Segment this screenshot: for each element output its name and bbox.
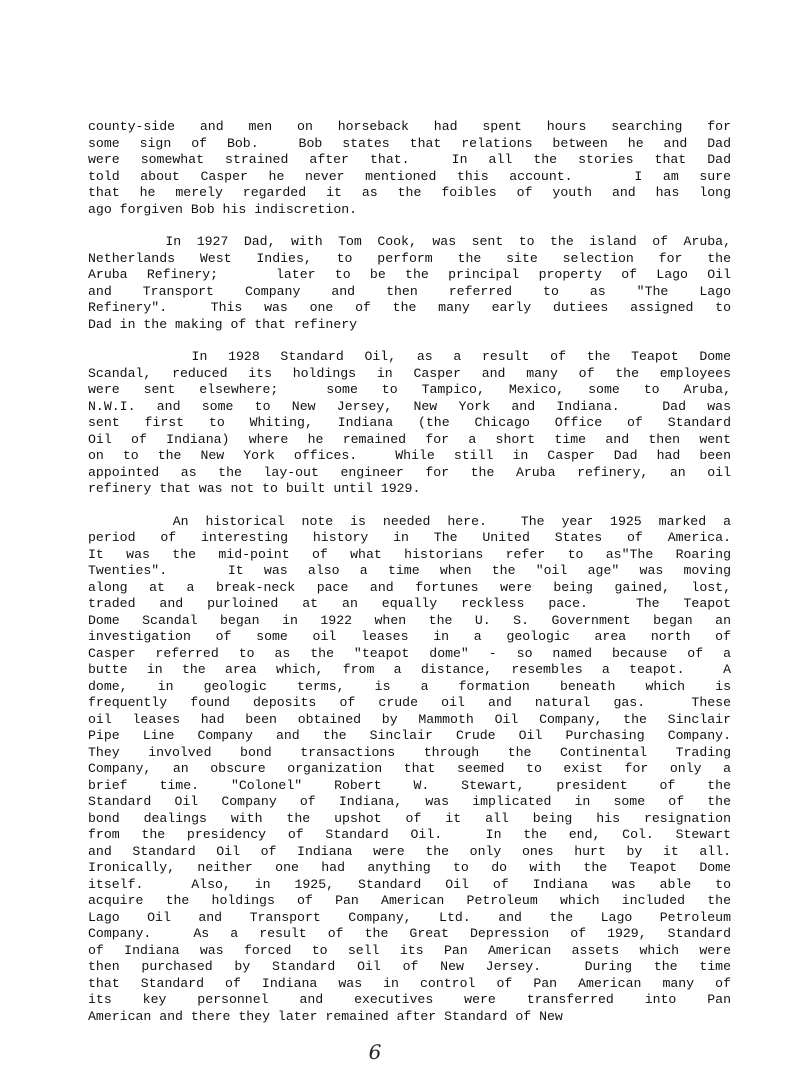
text-line: its key personnel and executives were transferred into Pan	[88, 992, 731, 1007]
text-line: traded and purloined at an equally reckless pace. The Teapot	[88, 596, 731, 611]
text-line: refinery that was not to built until 1929.	[88, 481, 421, 496]
text-line: frequently found deposits of crude oil and natural gas. These	[88, 695, 731, 710]
page-number: 6	[368, 1040, 382, 1064]
text-line: and Standard Oil of Indiana were the only ones hurt by it all.	[88, 843, 731, 859]
text-line: on to the New York offices. While still in Casper Dad had been	[88, 448, 731, 463]
text-line: Casper referred to as the "teapot dome" - so named because of a	[88, 645, 731, 661]
text-line: that he merely regarded it as the foibles of youth and has long	[88, 185, 731, 200]
text-line: county-side and men on horseback had spent hours searching for	[88, 119, 731, 134]
paragraph	[88, 234, 731, 333]
text-line: ago forgiven Bob his indiscretion.	[88, 201, 358, 217]
text-line: some sign of Bob. Bob states that relations between he and Dad	[88, 135, 731, 151]
text-line: period of interesting history in The United States of America.	[88, 530, 731, 545]
text-line: Twenties". It was also a time when the "oil age" was moving	[88, 563, 731, 578]
text-line: were somewhat strained after that. In all the stories that Dad	[88, 152, 731, 167]
text-line: that Standard of Indiana was in control of Pan American many of	[88, 975, 731, 991]
text-line: sent first to Whiting, Indiana (the Chicago Office of Standard	[88, 415, 731, 430]
text-line: Lago Oil and Transport Company, Ltd. and the Lago Petroleum	[88, 909, 731, 925]
text-line: from the presidency of Standard Oil. In the end, Col. Stewart	[88, 827, 731, 842]
text-line: told about Casper he never mentioned this account. I am sure	[88, 168, 731, 184]
text-line: brief time. "Colonel" Robert W. Stewart, president of the	[88, 777, 731, 793]
text-line: Dome Scandal began in 1922 when the U. S. Government began an	[88, 612, 731, 628]
text-line: Dad in the making of that refinery	[88, 316, 358, 332]
text-line: American and there they later remained after Standard of New	[88, 1008, 563, 1024]
text-line: bond dealings with the upshot of it all being his resignation	[88, 810, 731, 826]
text-line: of Indiana was forced to sell its Pan American assets which were	[88, 942, 731, 958]
text-line: They involved bond transactions through the Continental Trading	[88, 744, 731, 760]
text-line: dome, in geologic terms, is a formation beneath which is	[88, 678, 731, 694]
paragraph	[88, 514, 731, 1026]
body-text	[88, 119, 731, 1041]
text-line: were sent elsewhere; some to Tampico, Mexico, some to Aruba,	[88, 382, 731, 397]
text-line: itself. Also, in 1925, Standard Oil of Indiana was able to	[88, 876, 731, 892]
text-line: oil leases had been obtained by Mammoth Oil Company, the Sinclair	[88, 711, 731, 727]
text-line: then purchased by Standard Oil of New Jersey. During the time	[88, 959, 731, 974]
text-line: Refinery". This was one of the many early dutiees assigned to	[88, 300, 731, 315]
paragraph	[88, 349, 731, 498]
text-line: acquire the holdings of Pan American Petroleum which included the	[88, 893, 731, 908]
text-line: Company. As a result of the Great Depression of 1929, Standard	[88, 926, 731, 941]
paragraph	[88, 119, 731, 218]
text-line: Standard Oil Company of Indiana, was implicated in some of the	[88, 794, 731, 809]
text-line: N.W.I. and some to New Jersey, New York and Indiana. Dad was	[88, 398, 731, 414]
text-line: Oil of Indiana) where he remained for a short time and then went	[88, 431, 731, 447]
text-line: Aruba Refinery; later to be the principal property of Lago Oil	[88, 267, 731, 282]
text-line: It was the mid-point of what historians refer to as"The Roaring	[88, 546, 731, 562]
text-line: In 1928 Standard Oil, as a result of the Teapot Dome	[88, 349, 731, 364]
text-line: Ironically, neither one had anything to do with the Teapot Dome	[88, 860, 731, 875]
text-line: Pipe Line Company and the Sinclair Crude Oil Purchasing Company.	[88, 728, 731, 743]
text-line: butte in the area which, from a distance, resembles a teapot. A	[88, 662, 731, 677]
text-line: Netherlands West Indies, to perform the site selection for the	[88, 250, 731, 266]
text-line: An historical note is needed here. The year 1925 marked a	[88, 513, 731, 529]
text-line: Company, an obscure organization that seemed to exist for only a	[88, 761, 731, 776]
text-line: investigation of some oil leases in a geologic area north of	[88, 629, 731, 644]
text-line: along at a break-neck pace and fortunes were being gained, lost,	[88, 579, 731, 595]
text-line: appointed as the lay-out engineer for the Aruba refinery, an oil	[88, 464, 731, 480]
text-line: and Transport Company and then referred to as "The Lago	[88, 283, 731, 299]
text-line: In 1927 Dad, with Tom Cook, was sent to the island of Aruba,	[88, 234, 731, 249]
text-line: Scandal, reduced its holdings in Casper and many of the employees	[88, 365, 731, 381]
